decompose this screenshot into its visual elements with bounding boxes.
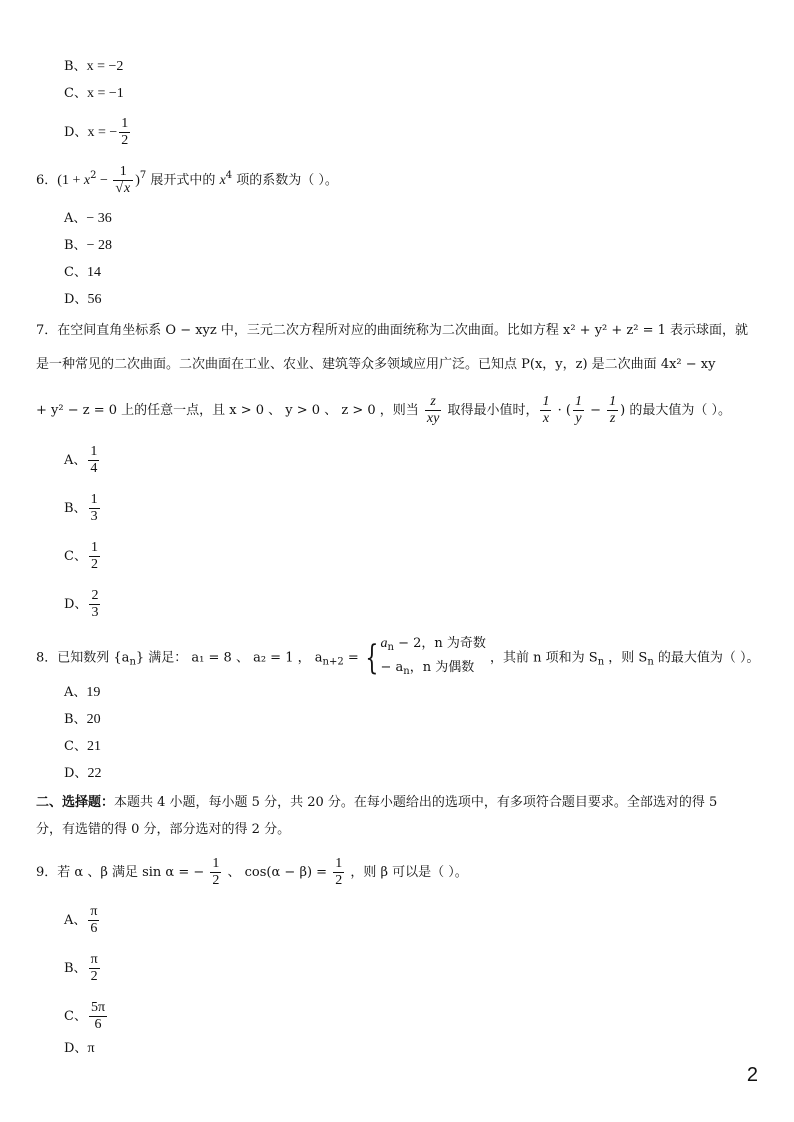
q9-option-b: B、 $\frac{\pi}{2}$ (64, 952, 98, 984)
q9-option-d: D、π (64, 1041, 95, 1056)
q7-option-a: A、 $\frac{1}{4}$ (64, 444, 98, 476)
question-7-line-3: + y² − z = 0 上的任意一点，且 x > 0 、 y > 0 、 z > 0 ，则当 $\frac{z}{xy}$ 取得最小值时， $\frac{1}{x}$ · ( $\frac{1}{y}$ − $\frac{1}{z}$ ) 的最大值为（ ）。 (36, 394, 731, 426)
q7-option-c: C、 $\frac{1}{2}$ (64, 540, 98, 572)
q8-option-a: A、19 (64, 685, 101, 700)
q6-option-c: C、14 (64, 265, 101, 280)
q9-option-c: C、 $\frac{5\pi}{6}$ (64, 1000, 106, 1032)
question-9: 9．若 α 、β 满足 sin α = − $\frac{1}{2}$ 、 cos(α − β) = $\frac{1}{2}$ ，则 β 可以是（ ）。 (36, 856, 468, 888)
question-8: 8．已知数列 $\{a_n\}$ 满足： a₁ = 8 、 a₂ = 1 ， $a_{n+2}$ = { $a_n - 2$，n 为奇数 − $a_n$，n 为偶数 ，其前 n 项和为 $S_n$ ，则 $S_n$ 的最大值为（ ）。 (36, 636, 760, 678)
q5-option-c: C、x = −1 (64, 86, 124, 101)
q9-option-a: A、 $\frac{\pi}{6}$ (64, 904, 98, 936)
section-2-header: 二、选择题：本题共 4 小题，每小题 5 分，共 20 分。在每小题给出的选项中，有多项符合题目要求。全部选对的得 5 (36, 795, 718, 810)
q7-option-d: D、 $\frac{2}{3}$ (64, 588, 99, 620)
q7-option-b: B、 $\frac{1}{3}$ (64, 492, 98, 524)
section-2-header-line-2: 分，有选错的得 0 分，部分选对的得 2 分。 (36, 822, 291, 837)
q6-option-b: B、− 28 (64, 238, 112, 253)
question-6: 6．($1 + x^2$ − $\frac{1}{√x}$ )$^7$ 展开式中的 $x^4$ 项的系数为（ ）。 (36, 164, 338, 196)
q5-option-b: B、x = −2 (64, 59, 124, 74)
page-number: 2 (746, 1064, 758, 1086)
q8-option-b: B、20 (64, 712, 101, 727)
q8-option-d: D、22 (64, 766, 102, 781)
question-7-line-1: 7．在空间直角坐标系 O − xyz 中，三元二次方程所对应的曲面统称为二次曲面。比如方程 x² + y² + z² = 1 表示球面，就 (36, 323, 749, 338)
q8-option-c: C、21 (64, 739, 101, 754)
question-7-line-2: 是一种常见的二次曲面。二次曲面在工业、农业、建筑等众多领域应用广泛。已知点 P(x，y，z) 是二次曲面 4x² − xy (36, 357, 716, 372)
q6-option-a: A、− 36 (64, 211, 112, 226)
q6-option-d: D、56 (64, 292, 102, 307)
q5-option-d: D、x = − $\frac{1}{2}$ (64, 116, 129, 148)
